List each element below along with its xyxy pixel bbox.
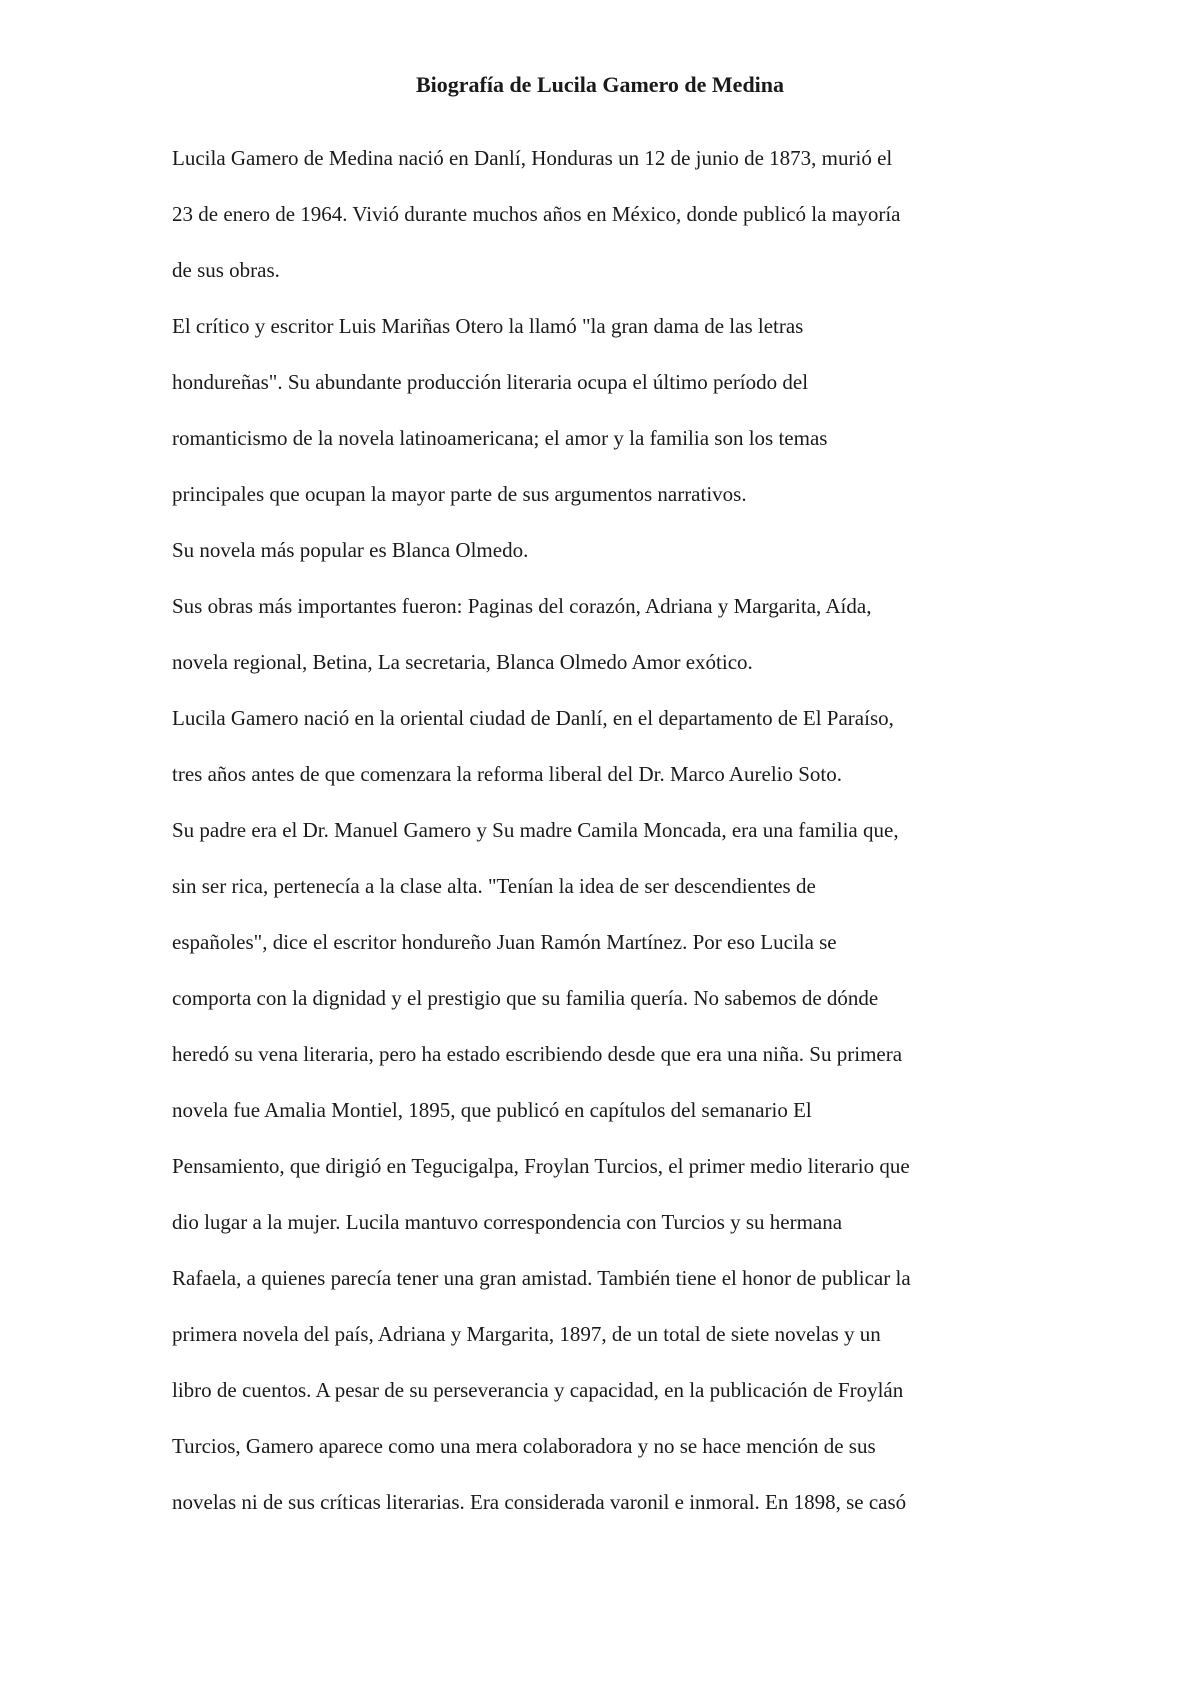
text-line: Pensamiento, que dirigió en Tegucigalpa, Froylan Turcios, el primer medio literario que — [172, 1154, 910, 1178]
text-line: Su padre era el Dr. Manuel Gamero y Su madre Camila Moncada, era una familia que, — [172, 818, 899, 842]
text-line: Turcios, Gamero aparece como una mera colaboradora y no se hace mención de sus — [172, 1434, 876, 1458]
text-line: primera novela del país, Adriana y Margarita, 1897, de un total de siete novelas y un — [172, 1322, 881, 1346]
text-line: El crítico y escritor Luis Mariñas Otero la llamó "la gran dama de las letras — [172, 314, 804, 338]
text-line: Lucila Gamero de Medina nació en Danlí, Honduras un 12 de junio de 1873, murió el — [172, 146, 893, 170]
text-line: tres años antes de que comenzara la reforma liberal del Dr. Marco Aurelio Soto. — [172, 762, 843, 786]
text-line: Su novela más popular es Blanca Olmedo. — [172, 538, 529, 562]
document-title: Biografía de Lucila Gamero de Medina — [415, 72, 785, 97]
text-line: españoles", dice el escritor hondureño Juan Ramón Martínez. Por eso Lucila se — [172, 930, 837, 954]
text-line: libro de cuentos. A pesar de su perseverancia y capacidad, en la publicación de Froylán — [172, 1378, 904, 1402]
text-line: Sus obras más importantes fueron: Paginas del corazón, Adriana y Margarita, Aída, — [172, 594, 872, 618]
text-line: Rafaela, a quienes parecía tener una gran amistad. También tiene el honor de publicar la — [172, 1266, 911, 1290]
text-line: hondureñas". Su abundante producción literaria ocupa el último período del — [172, 370, 809, 394]
text-line: heredó su vena literaria, pero ha estado escribiendo desde que era una niña. Su primera — [172, 1042, 903, 1066]
text-line: novelas ni de sus críticas literarias. Era considerada varonil e inmoral. En 1898, se casó — [172, 1490, 907, 1514]
text-line: Lucila Gamero nació en la oriental ciudad de Danlí, en el departamento de El Paraíso, — [172, 706, 894, 730]
text-line: sin ser rica, pertenecía a la clase alta. "Tenían la idea de ser descendientes de — [172, 874, 816, 898]
text-line: 23 de enero de 1964. Vivió durante muchos años en México, donde publicó la mayoría — [172, 202, 901, 226]
text-line: dio lugar a la mujer. Lucila mantuvo correspondencia con Turcios y su hermana — [172, 1210, 843, 1234]
text-line: romanticismo de la novela latinoamericana; el amor y la familia son los temas — [172, 426, 828, 450]
text-line: novela fue Amalia Montiel, 1895, que publicó en capítulos del semanario El — [172, 1098, 812, 1122]
text-line: principales que ocupan la mayor parte de sus argumentos narrativos. — [172, 482, 747, 506]
text-line: comporta con la dignidad y el prestigio que su familia quería. No sabemos de dónde — [172, 986, 879, 1010]
text-line: novela regional, Betina, La secretaria, Blanca Olmedo Amor exótico. — [172, 650, 753, 674]
text-line: de sus obras. — [172, 258, 280, 282]
document-body — [172, 138, 1040, 1538]
